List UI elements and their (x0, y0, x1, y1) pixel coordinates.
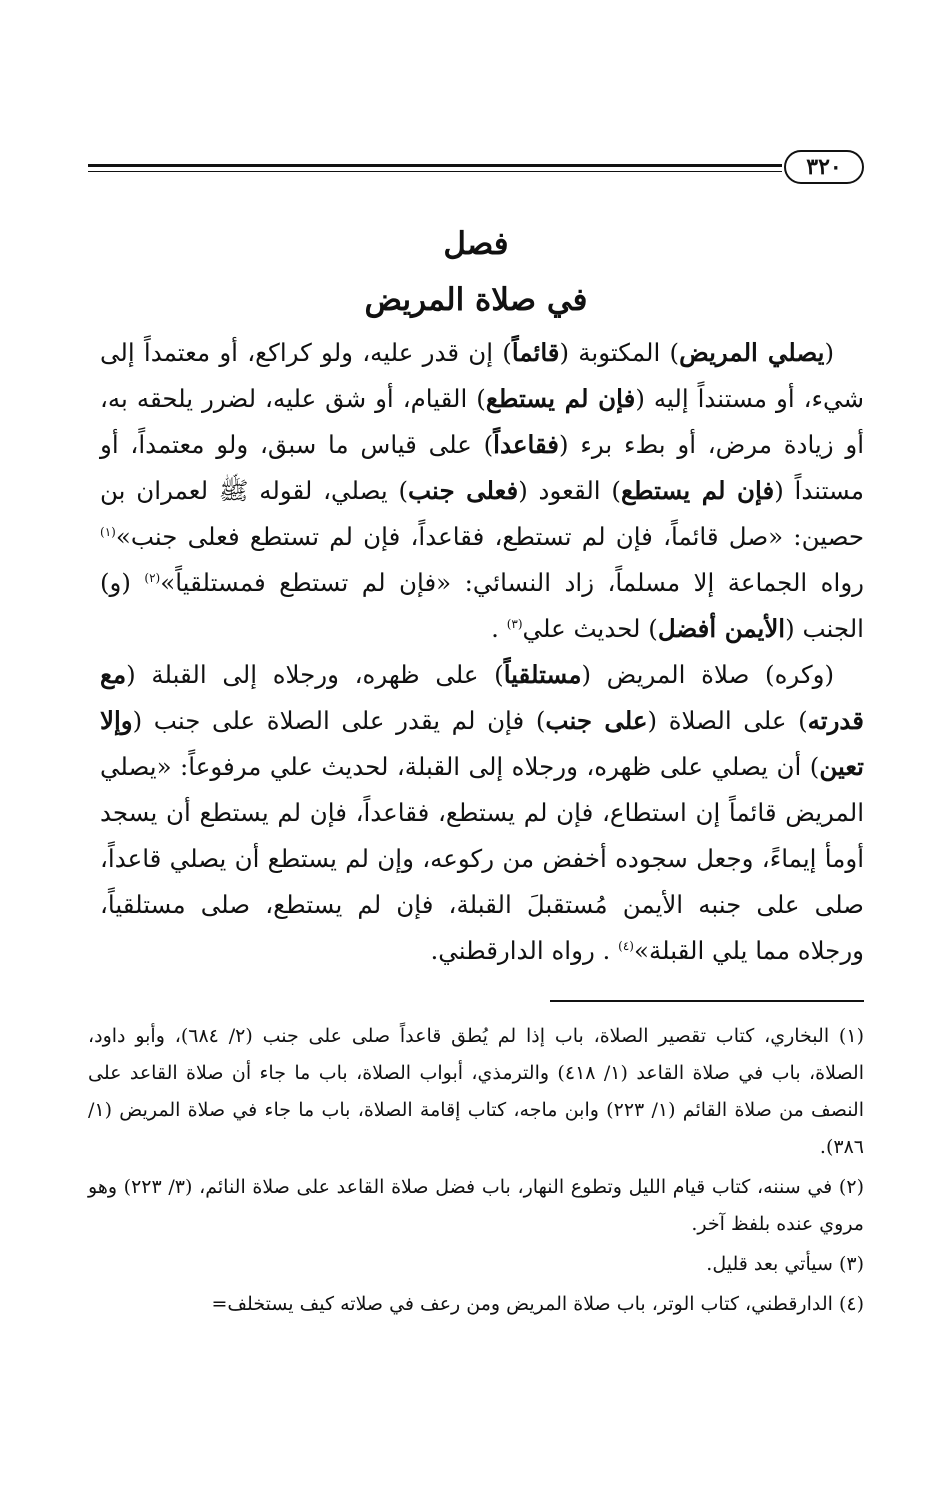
text-run: (وكره) صلاة المريض ( (581, 660, 834, 689)
paragraph (100, 330, 864, 652)
footnote: (١) البخاري، كتاب تقصير الصلاة، باب إذا لم يُطق قاعداً صلى على جنب (٢/ ٦٨٤)، وأبو داود، الصلاة، باب في صلاة القاعد (١/ ٤١٨) والترمذي، أبواب الصلاة، باب ما جاء أن صلاة القاعد على النصف من صلاة القائم (١/ ٢٢٣) وابن ماجه، كتاب إقامة الصلاة، باب ما جاء في صلاة المريض (١/ ٣٨٦). (88, 1025, 864, 1158)
page-number: ٣٢٠ (784, 150, 864, 184)
text-run: (و) الجنب ( (100, 568, 864, 643)
bold-term: فإن لم يستطع (620, 476, 775, 505)
paragraph (100, 652, 864, 974)
footnote-divider (550, 1000, 864, 1002)
section-subheading: في صلاة المريض (364, 282, 588, 318)
text-run: ) يصلي، لقوله ﷺ لعمران بن حصين: «صل قائماً، فإن لم تستطع، فقاعداً، فإن لم تستطع فعلى جنب» (100, 476, 864, 551)
page-header (88, 150, 864, 190)
bold-term: مستلقياً (503, 660, 582, 689)
footnote: (٤) الدارقطني، كتاب الوتر، باب صلاة المريض ومن رعف في صلاته كيف يستخلف= (211, 1293, 864, 1315)
bold-term: فقاعداً (493, 430, 560, 459)
text-run: ) القيام، أو شق عليه، لضرر يلحقه به، أو زيادة مرض، أو بطء برء ( (100, 384, 865, 459)
text-run: ) على الصلاة ( (647, 706, 808, 735)
text-run: ) على ظهره، ورجلاه إلى القبلة ( (126, 660, 504, 689)
text-run: ) إن قدر عليه، ولو كراكع، أو معتمداً إلى شيء، أو مستنداً إليه ( (100, 338, 864, 413)
text-run: ( (824, 338, 834, 367)
footnote: (٣) سيأتي بعد قليل. (706, 1253, 864, 1275)
footnote-ref: (٢) (144, 570, 161, 585)
bold-term: وإلا تعين (100, 706, 864, 781)
footnote-ref: (١) (100, 524, 116, 539)
bold-term: مع قدرته (100, 660, 864, 735)
bold-term: قائماً (511, 338, 560, 367)
text-run: ) لحديث علي (522, 614, 658, 643)
body-text (100, 330, 864, 974)
text-run: ) المكتوبة ( (559, 338, 680, 367)
text-run: . رواه الدارقطني. (430, 936, 619, 965)
footnote-ref: (٣) (506, 616, 523, 631)
footnote-ref: (٤) (618, 938, 634, 953)
section-heading: فصل (443, 226, 509, 262)
text-run: رواه الجماعة إلا مسلماً، زاد النسائي: «فإن لم تستطع فمستلقياً» (160, 568, 864, 597)
bold-term: الأيمن أفضل (657, 614, 786, 643)
bold-term: على جنب (545, 706, 648, 735)
bold-term: فعلى جنب (408, 476, 519, 505)
header-rule-thin (88, 171, 782, 172)
text-run: ) فإن لم يقدر على الصلاة على جنب ( (132, 706, 546, 735)
footnotes (88, 1018, 864, 1326)
text-run: ) القعود ( (518, 476, 621, 505)
text-run: ) أن يصلي على ظهره، ورجلاه إلى القبلة، لحديث علي مرفوعاً: «يصلي المريض قائماً إن استطاع، فإن لم يستطع، فقاعداً، فإن لم يستطع أن يسجد أومأ إيماءً، وجعل سجوده أخفض من ركوعه، وإن لم يستطع أن يصلي قاعداً، صلى على جنبه الأيمن مُستقبلَ القبلة، فإن لم يستطع، صلى مستلقياً، ورجلاه مما يلي القبلة» (100, 752, 864, 965)
text-run: . (491, 614, 507, 643)
header-rule (88, 164, 782, 167)
bold-term: يصلي المريض (679, 338, 825, 367)
footnote: (٢) في سننه، كتاب قيام الليل وتطوع النهار، باب فضل صلاة القاعد على صلاة النائم، (٣/ ٢٢٣) وهو مروي عنده بلفظ آخر. (88, 1176, 864, 1235)
bold-term: فإن لم يستطع (485, 384, 636, 413)
text-run: ) على قياس ما سبق، ولو معتمداً، أو مستنداً ( (100, 430, 864, 505)
